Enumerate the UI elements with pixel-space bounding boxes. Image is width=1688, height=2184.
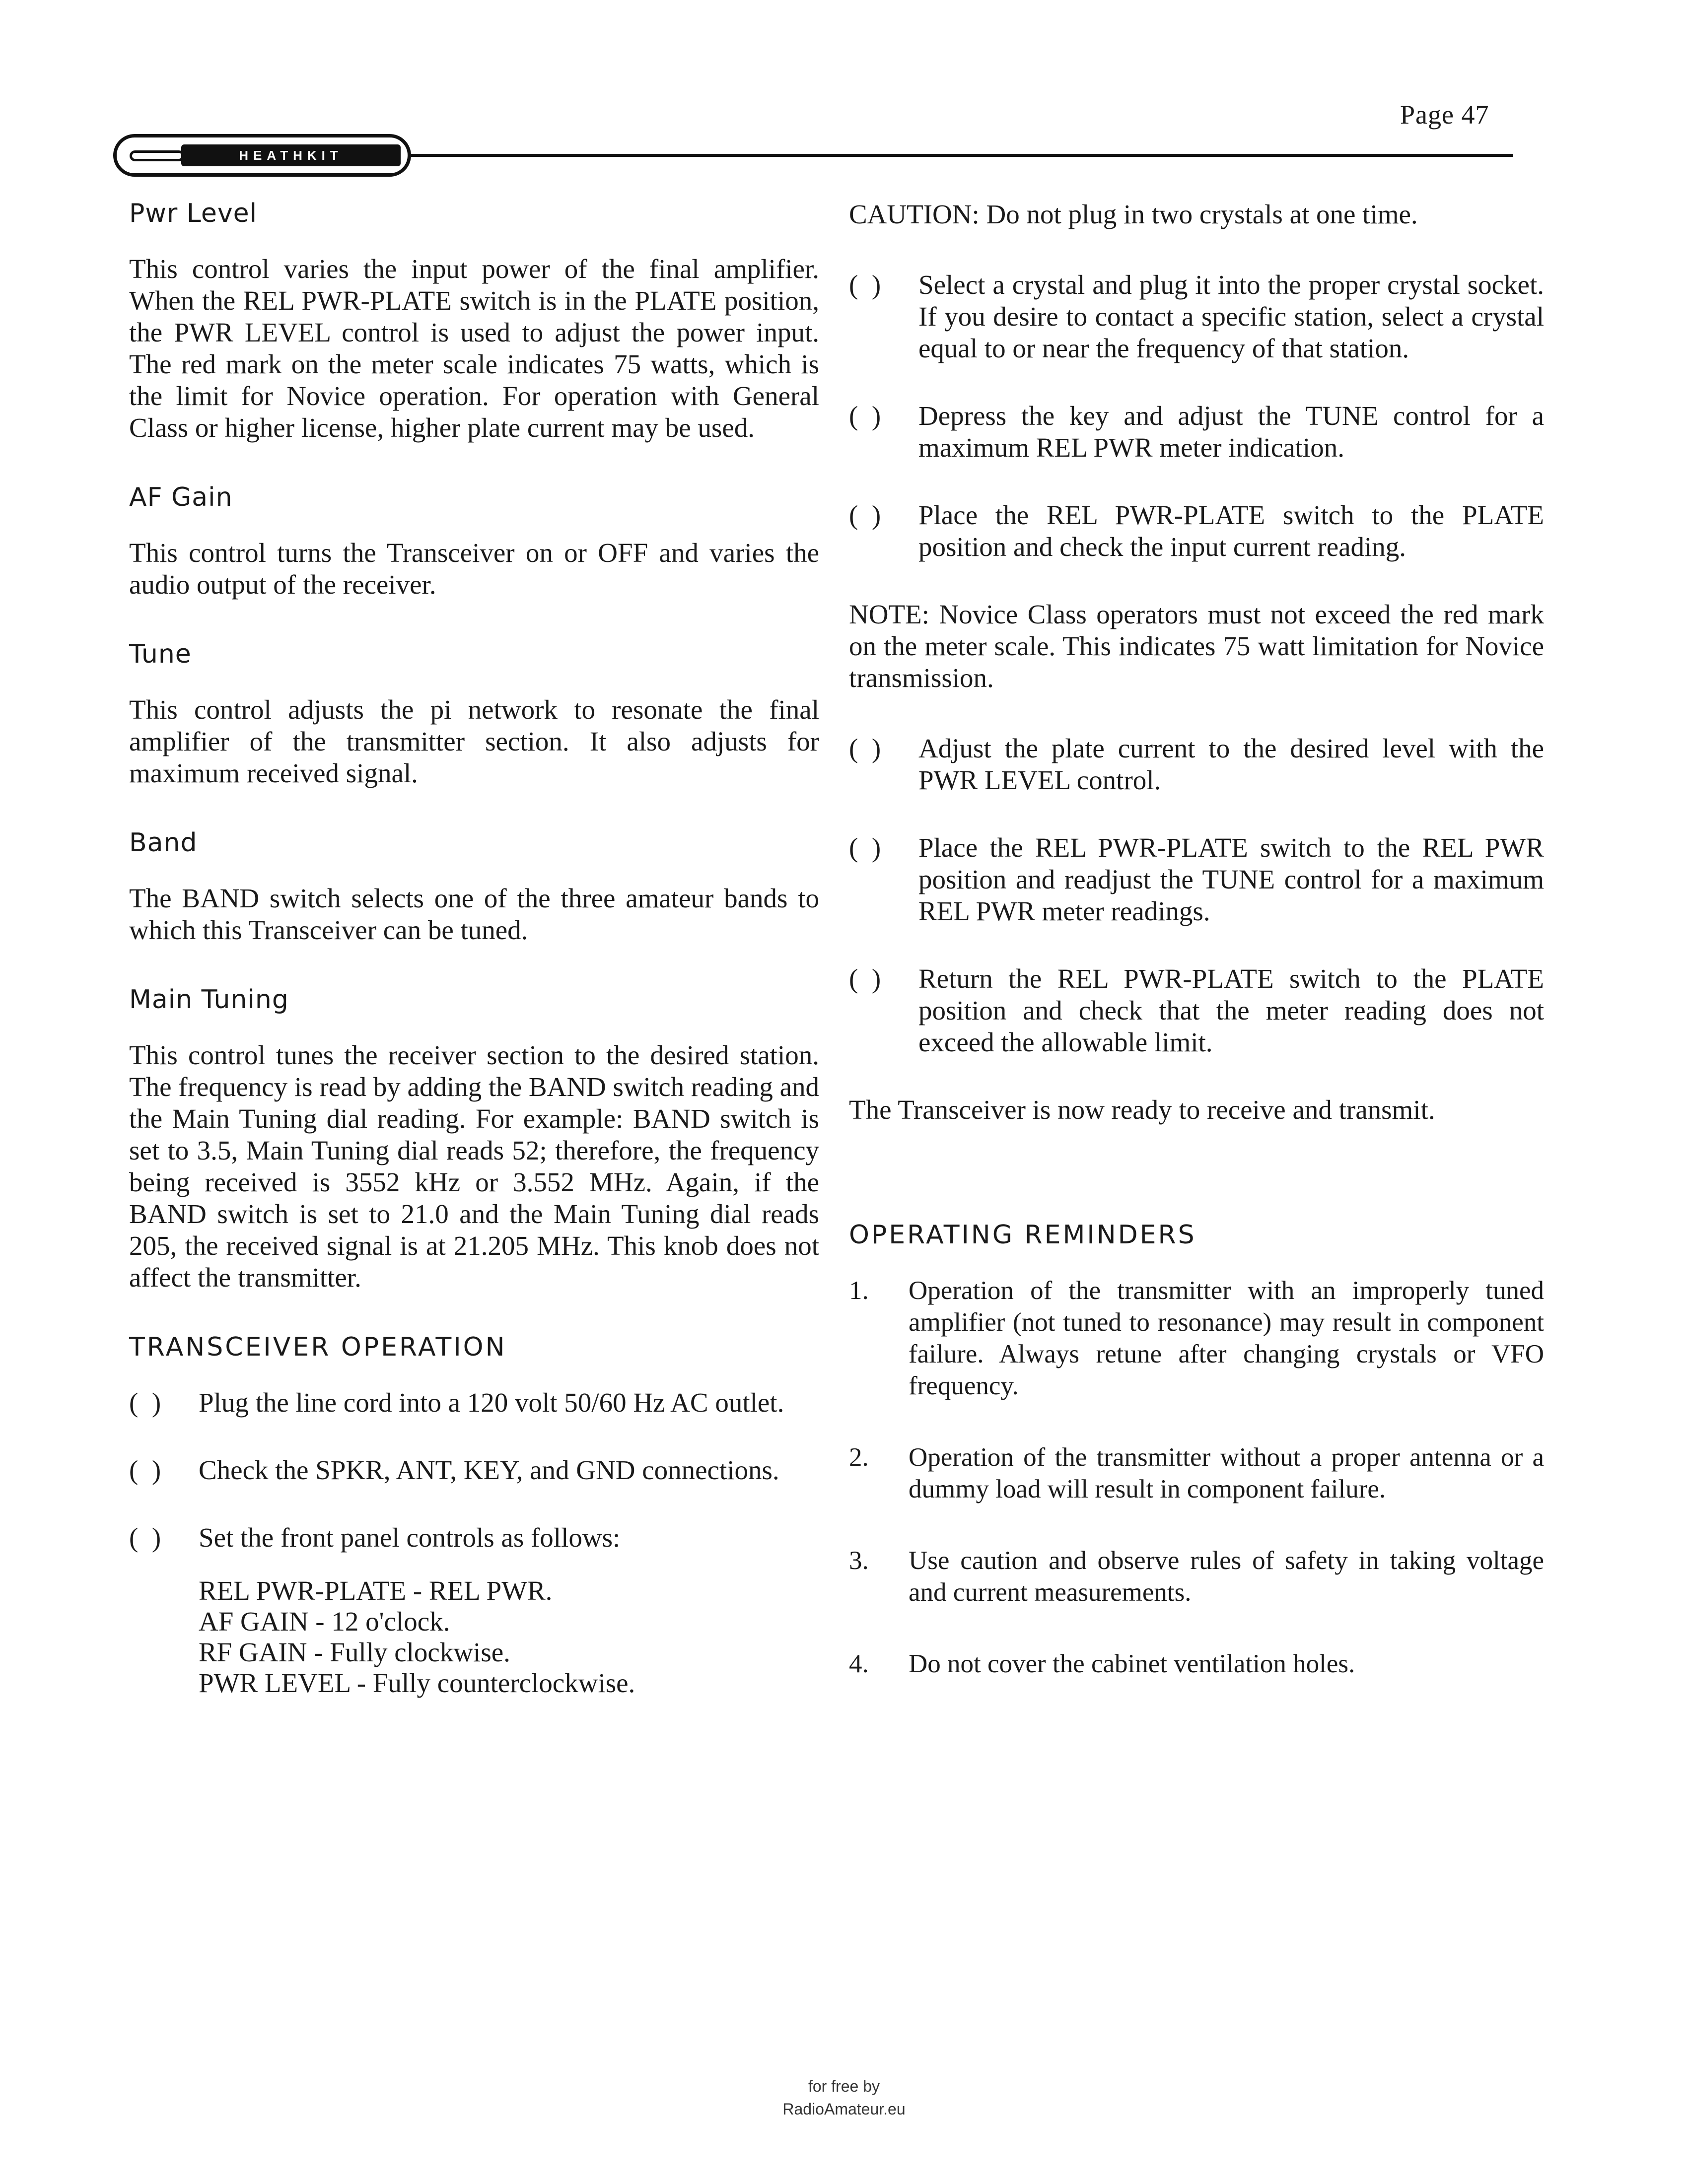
step-text: Check the SPKR, ANT, KEY, and GND connections. [199,1455,779,1485]
caution-text: CAUTION: Do not plug in two crystals at one time. [849,199,1418,229]
heading-band: Band [129,828,198,858]
step-checkbox[interactable]: ( ) [849,832,881,863]
checklist-step [849,733,1544,796]
heading-operating-reminders: OPERATING REMINDERS [849,1220,1196,1250]
reminder-number: 4. [849,1649,869,1678]
footer-credit [685,2075,1003,2120]
checklist-step [129,1387,819,1419]
reminder-text: Operation of the transmitter without a proper antenna or a dummy load will result in component failure. [909,1443,1544,1503]
reminder-text: Operation of the transmitter with an improperly tuned amplifier (not tuned to resonance) may result in component failure. Always retune after changing crystals or VFO frequency. [909,1276,1544,1400]
heathkit-logo [113,134,411,177]
footer-link[interactable]: RadioAmateur.eu [782,2100,906,2118]
step-checkbox[interactable]: ( ) [129,1522,161,1553]
checklist-step [849,400,1544,464]
af-gain-text: This control turns the Transceiver on or OFF and varies the audio output of the receiver. [129,538,819,600]
reminder-number: 1. [849,1276,869,1305]
main-tuning-text: This control tunes the receiver section to the desired station. The frequency is read by adding the BAND switch reading and the Main Tuning dial reading. For example: BAND switch is set to 3.5, Main Tuning dial reads 52; therefore, the frequency being received is 3552 kHz or 3.552 MHz. Again, if the BAND switch is set to 21.0 and the Main Tuning dial reads 205, the received signal is at 21.205 MHz. This knob does not affect the transmitter. [129,1040,819,1293]
heading-transceiver-operation: TRANSCEIVER OPERATION [129,1332,507,1362]
header-rule [411,154,1513,157]
reminder-item [849,1545,1544,1608]
step-checkbox[interactable]: ( ) [849,733,881,763]
heading-af-gain: AF Gain [129,482,233,512]
reminder-item [849,1648,1544,1680]
checklist-step [849,269,1544,364]
heading-tune: Tune [129,639,192,669]
checklist-step [849,832,1544,927]
checklist-step [849,963,1544,1058]
step-checkbox[interactable]: ( ) [849,963,881,994]
logo-swoosh-icon [130,150,184,161]
step-text: Select a crystal and plug it into the proper crystal socket. If you desire to contact a specific station, select a crystal equal to or near the frequency of that station. [918,270,1544,363]
pwr-level-text: This control varies the input power of the final amplifier. When the REL PWR-PLATE switch is in the PLATE position, the PWR LEVEL control is used to adjust the power input. The red mark on the meter scale indicates 75 watts, which is the limit for Novice operation. For operation with General Class or higher license, higher plate current may be used. [129,254,819,443]
checklist-step [129,1522,819,1554]
heading-main-tuning: Main Tuning [129,985,289,1015]
left-column [129,199,819,1699]
right-column [849,199,1544,1719]
setting-line: REL PWR-PLATE - REL PWR. [199,1575,553,1606]
note-text: NOTE: Novice Class operators must not exceed the red mark on the meter scale. This indicates 75 watt limitation for Novice transmission. [849,599,1544,693]
reminder-text: Use caution and observe rules of safety in taking voltage and current measurements. [909,1546,1544,1607]
step-text: Set the front panel controls as follows: [199,1522,621,1553]
step-text: Plug the line cord into a 120 volt 50/60 Hz AC outlet. [199,1387,784,1418]
page-number: Page 47 [1400,100,1489,130]
checklist-step [129,1454,819,1486]
step-text: Place the REL PWR-PLATE switch to the PLATE position and check the input current reading. [918,500,1544,562]
reminder-number: 3. [849,1546,869,1575]
reminder-item [849,1275,1544,1402]
control-settings-list [199,1575,819,1699]
reminder-text: Do not cover the cabinet ventilation holes. [909,1649,1355,1678]
footer-line: for free by [808,2077,880,2095]
reminder-number: 2. [849,1443,869,1472]
setting-line: PWR LEVEL - Fully counterclockwise. [199,1668,635,1698]
ready-text: The Transceiver is now ready to receive and transmit. [849,1094,1435,1125]
setting-line: AF GAIN - 12 o'clock. [199,1606,450,1637]
band-text: The BAND switch selects one of the three amateur bands to which this Transceiver can be tuned. [129,883,819,945]
step-checkbox[interactable]: ( ) [849,270,881,300]
heading-pwr-level: Pwr Level [129,199,258,228]
step-checkbox[interactable]: ( ) [129,1387,161,1418]
step-checkbox[interactable]: ( ) [849,401,881,431]
step-text: Adjust the plate current to the desired level with the PWR LEVEL control. [918,733,1544,795]
step-text: Return the REL PWR-PLATE switch to the PLATE position and check that the meter reading does not exceed the allowable limit. [918,963,1544,1057]
checklist-step [849,499,1544,563]
logo-wordmark: HEATHKIT [181,144,401,166]
step-text: Depress the key and adjust the TUNE control for a maximum REL PWR meter indication. [918,401,1544,463]
step-checkbox[interactable]: ( ) [129,1455,161,1485]
reminder-item [849,1441,1544,1505]
tune-text: This control adjusts the pi network to resonate the final amplifier of the transmitter section. It also adjusts for maximum received signal. [129,694,819,788]
setting-line: RF GAIN - Fully clockwise. [199,1637,510,1667]
step-text: Place the REL PWR-PLATE switch to the REL PWR position and readjust the TUNE control for a maximum REL PWR meter readings. [918,832,1544,926]
step-checkbox[interactable]: ( ) [849,500,881,530]
